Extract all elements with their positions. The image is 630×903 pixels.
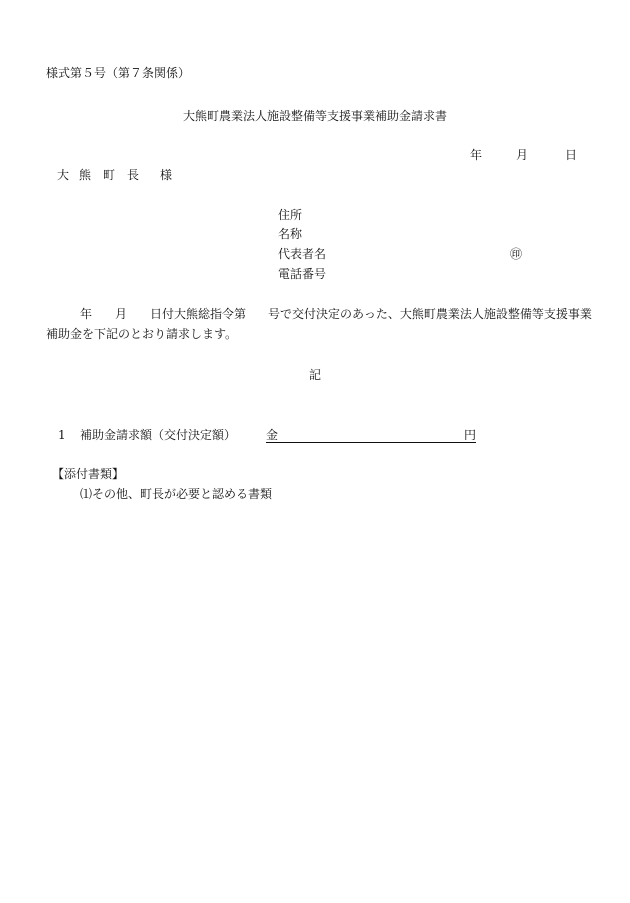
addressee-char: 長 <box>127 168 140 182</box>
body-segment-a: 日付大熊総指令第 <box>150 307 247 321</box>
body-segment-b: 号で交付決定のあった、大熊町農業法人施設整備等支援事業 <box>268 307 592 321</box>
item-number: 1 <box>58 428 66 442</box>
addressee-honorific: 様 <box>160 168 173 182</box>
document-title: 大熊町農業法人施設整備等支援事業補助金請求書 <box>182 109 447 123</box>
representative-label: 代表者名 <box>278 247 327 261</box>
attachment-item: ⑴その他、町長が必要と認める書類 <box>80 487 273 501</box>
body-month: 月 <box>115 307 128 321</box>
item-label: 補助金請求額（交付決定額） <box>80 428 237 442</box>
amount-prefix: 金 <box>266 428 279 442</box>
amount-field <box>266 427 476 443</box>
phone-label: 電話番号 <box>278 267 327 281</box>
body-year: 年 <box>80 307 93 321</box>
addressee-char: 町 <box>103 168 116 182</box>
address-label: 住所 <box>278 208 303 222</box>
addressee-char: 熊 <box>79 168 92 182</box>
addressee-char: 大 <box>57 168 70 182</box>
ki-heading: 記 <box>308 368 321 382</box>
attachments-heading: 【添付書類】 <box>52 467 125 481</box>
date-month: 月 <box>516 148 529 162</box>
seal-mark: ㊞ <box>510 247 523 261</box>
amount-suffix: 円 <box>463 428 476 442</box>
date-day: 日 <box>565 148 578 162</box>
body-line-2: 補助金を下記のとおり請求します。 <box>46 327 238 341</box>
date-year: 年 <box>470 148 483 162</box>
form-number: 様式第５号（第７条関係） <box>46 66 191 80</box>
name-label: 名称 <box>278 227 303 241</box>
